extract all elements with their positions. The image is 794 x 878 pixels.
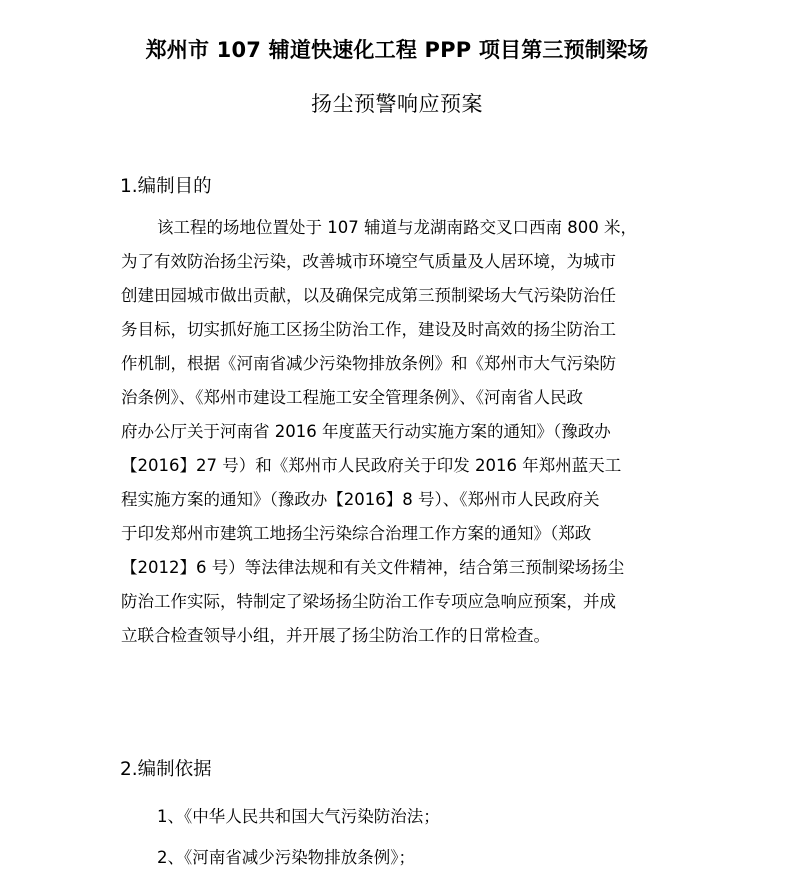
paragraph-line: 务目标，切实抓好施工区扬尘防治工作，建设及时高效的扬尘防治工 <box>121 320 616 339</box>
paragraph-line: 程实施方案的通知》（豫政办【2016】8 号）、《郑州市人民政府关 <box>121 490 600 509</box>
paragraph-line: 创建田园城市做出贡献，以及确保完成第三预制梁场大气污染防治任 <box>121 286 616 305</box>
paragraph-line: 于印发郑州市建筑工地扬尘污染综合治理工作方案的通知》（郑政 <box>121 524 592 543</box>
paragraph-line: 治条例》、《郑州市建设工程施工安全管理条例》、《河南省人民政 <box>121 388 583 407</box>
document-subtitle: 扬尘预警响应预案 <box>311 92 483 116</box>
paragraph-line: 作机制，根据《河南省减少污染物排放条例》和《郑州市大气污染防 <box>121 354 616 373</box>
section-heading-purpose: 1.编制目的 <box>120 176 212 197</box>
paragraph-line: 【2016】27 号）和《郑州市人民政府关于印发 2016 年郑州蓝天工 <box>121 456 622 475</box>
list-item: 1、《中华人民共和国大气污染防治法； <box>157 807 440 826</box>
document-title: 郑州市 107 辅道快速化工程 PPP 项目第三预制梁场 <box>145 38 649 62</box>
list-item: 2、《河南省减少污染物排放条例》； <box>157 848 415 867</box>
section-purpose-paragraph <box>121 211 681 653</box>
basis-list <box>157 796 677 878</box>
paragraph-line: 该工程的场地位置处于 107 辅道与龙湖南路交叉口西南 800 米， <box>157 218 637 237</box>
paragraph-line: 府办公厅关于河南省 2016 年度蓝天行动实施方案的通知》（豫政办 <box>121 422 611 441</box>
paragraph-line: 防治工作实际，特制定了梁场扬尘防治工作专项应急响应预案，并成 <box>121 592 616 611</box>
paragraph-line: 【2012】6 号）等法律法规和有关文件精神，结合第三预制梁场扬尘 <box>121 558 625 577</box>
section-heading-basis: 2.编制依据 <box>120 759 212 780</box>
paragraph-line: 立联合检查领导小组，并开展了扬尘防治工作的日常检查。 <box>121 626 550 645</box>
paragraph-line: 为了有效防治扬尘污染，改善城市环境空气质量及人居环境，为城市 <box>121 252 616 271</box>
